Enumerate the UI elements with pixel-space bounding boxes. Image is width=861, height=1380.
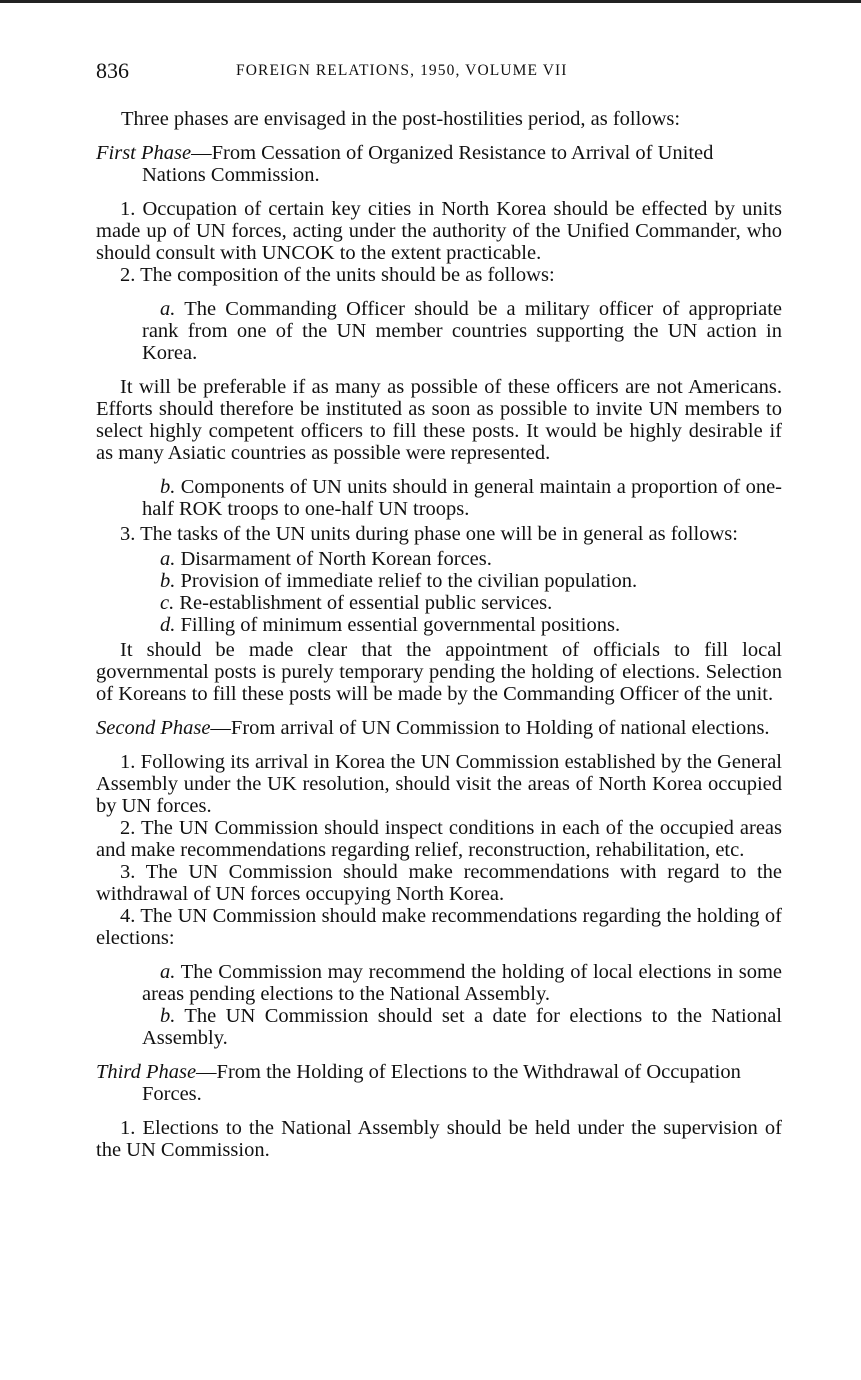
phase-title: —From arrival of UN Commission to Holding of national elections.	[210, 717, 770, 739]
paragraph-officers: It will be preferable if as many as possible of these officers are not Americans. Efforts should therefore be instituted as soon as possible to invite UN members to select highly competent officers to fill these posts. It would be highly desirable if as many Asiatic countries as possible were represented.	[96, 376, 782, 464]
item-letter: a.	[160, 298, 176, 320]
paragraph-national-assembly: 1. Elections to the National Assembly should be held under the supervision of the UN Commission.	[96, 1117, 782, 1161]
paragraph-arrival: 1. Following its arrival in Korea the UN Commission established by the General Assembly under the UK resolution, should visit the areas of North Korea occupied by UN forces.	[96, 751, 782, 817]
paragraph-officials: It should be made clear that the appointment of officials to fill local governmental posts is purely temporary pending the holding of elections. Selection of Koreans to fill these posts will be made by the Commanding Officer of the unit.	[96, 639, 782, 705]
phase-label: First Phase	[96, 142, 192, 164]
task-list	[96, 548, 782, 636]
intro-paragraph: Three phases are envisaged in the post-hostilities period, as follows:	[121, 108, 681, 130]
subparagraph-local-elections: a. The Commission may recommend the holding of local elections in some areas pending elections to the National Assembly.	[142, 961, 782, 1005]
list-item: d. Filling of minimum essential governmental positions.	[160, 614, 621, 636]
page-top-rule	[0, 0, 861, 3]
paragraph-elections: 4. The UN Commission should make recommendations regarding the holding of elections:	[96, 905, 782, 949]
subparagraph-commanding-officer: a. The Commanding Officer should be a military officer of appropriate rank from one of the UN member countries supporting the UN action in Korea.	[142, 298, 782, 364]
subparagraph-election-date: b. The UN Commission should set a date for elections to the National Assembly.	[142, 1005, 782, 1049]
paragraph-withdrawal: 3. The UN Commission should make recommendations with regard to the withdrawal of UN forces occupying North Korea.	[96, 861, 782, 905]
phase-title: —From the Holding of Elections to the Withdrawal of Occupation Forces.	[142, 1061, 741, 1105]
phase-heading-third	[96, 1061, 782, 1105]
paragraph-tasks: 3. The tasks of the UN units during phase one will be in general as follows:	[120, 523, 738, 545]
page-number: 836	[96, 58, 129, 83]
list-item: a. Disarmament of North Korean forces.	[160, 548, 492, 570]
item-letter: b.	[160, 1005, 176, 1027]
list-item: c. Re-establishment of essential public services.	[160, 592, 553, 614]
running-title: FOREIGN RELATIONS, 1950, VOLUME VII	[236, 62, 568, 79]
paragraph-occupation: 1. Occupation of certain key cities in North Korea should be effected by units made up of UN forces, acting under the authority of the Unified Commander, who should consult with UNCOK to the extent practicable.	[96, 198, 782, 264]
phase-title: —From Cessation of Organized Resistance to Arrival of United Nations Commission.	[142, 142, 714, 186]
document-page	[96, 58, 782, 1161]
list-item: b. Provision of immediate relief to the civilian population.	[160, 570, 638, 592]
page-header	[96, 58, 782, 94]
phase-label: Third Phase	[96, 1061, 197, 1083]
phase-heading-second	[96, 717, 782, 739]
phase-label: Second Phase	[96, 717, 211, 739]
item-letter: a.	[160, 961, 176, 983]
item-letter: b.	[160, 476, 176, 498]
phase-heading-first	[96, 142, 782, 186]
subparagraph-components: b. Components of UN units should in general maintain a proportion of one-half ROK troops to one-half UN troops.	[142, 476, 782, 520]
paragraph-inspect: 2. The UN Commission should inspect conditions in each of the occupied areas and make recommendations regarding relief, reconstruction, rehabilitation, etc.	[96, 817, 782, 861]
paragraph-composition: 2. The composition of the units should be as follows:	[120, 264, 555, 286]
